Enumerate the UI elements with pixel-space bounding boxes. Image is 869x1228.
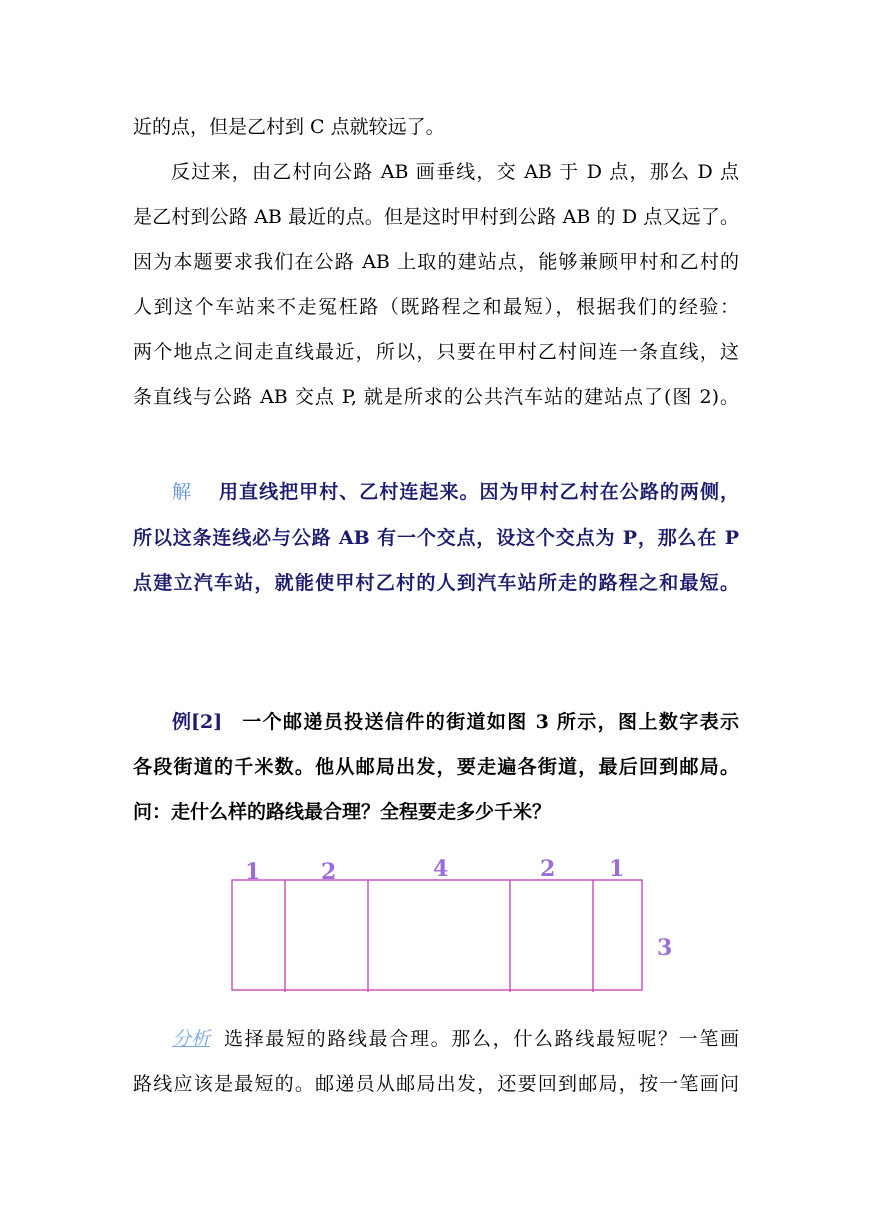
example-line: 各段街道的千米数。他从邮局出发，要走遍各街道，最后回到邮局。	[133, 756, 739, 778]
analysis-line-1	[172, 1026, 739, 1052]
text-line: 人到这个车站来不走冤枉路（既路程之和最短），根据我们的经验：	[133, 296, 739, 318]
analysis-lead: 分析	[172, 1028, 211, 1050]
text-line: 因为本题要求我们在公路 AB 上取的建站点，能够兼顾甲村和乙村的	[133, 251, 739, 273]
text-line: 近的点，但是乙村到 C 点就较远了。	[133, 116, 445, 138]
text-line: 是乙村到公路 AB 最近的点。但是这时甲村到公路 AB 的 D 点又远了。	[133, 206, 739, 228]
side-label: 3	[657, 935, 673, 961]
street-outline	[232, 880, 642, 990]
analysis-text: 选择最短的路线最合理。那么，什么路线最短呢？一笔画	[224, 1028, 739, 1050]
segment-label: 2	[321, 859, 337, 885]
text-line: 条直线与公路 AB 交点 P, 就是所求的公共汽车站的建站点了(图 2)。	[133, 386, 739, 408]
solution-lead: 解	[172, 481, 192, 503]
analysis-line: 路线应该是最短的。邮递员从邮局出发，还要回到邮局，按一笔画问	[133, 1073, 739, 1095]
text-line: 两个地点之间走直线最近，所以，只要在甲村乙村间连一条直线，这	[133, 341, 739, 363]
text-line: 反过来，由乙村向公路 AB 画垂线，交 AB 于 D 点，那么 D 点	[171, 161, 739, 183]
example-text: 一个邮递员投送信件的街道如图 3 所示，图上数字表示	[242, 711, 739, 733]
example-line: 问：走什么样的路线最合理？全程要走多少千米？	[133, 801, 552, 823]
solution-text: 用直线把甲村、乙村连起来。因为甲村乙村在公路的两侧，	[219, 481, 739, 503]
segment-label: 1	[245, 859, 261, 885]
segment-label: 4	[433, 856, 449, 882]
solution-line: 点建立汽车站，就能使甲村乙村的人到汽车站所走的路程之和最短。	[133, 572, 739, 594]
example-lead: 例[2]	[172, 711, 223, 733]
solution-line: 所以这条连线必与公路 AB 有一个交点，设这个交点为 P，那么在 P	[133, 527, 739, 549]
segment-label: 2	[540, 856, 556, 882]
segment-label: 1	[609, 856, 625, 882]
